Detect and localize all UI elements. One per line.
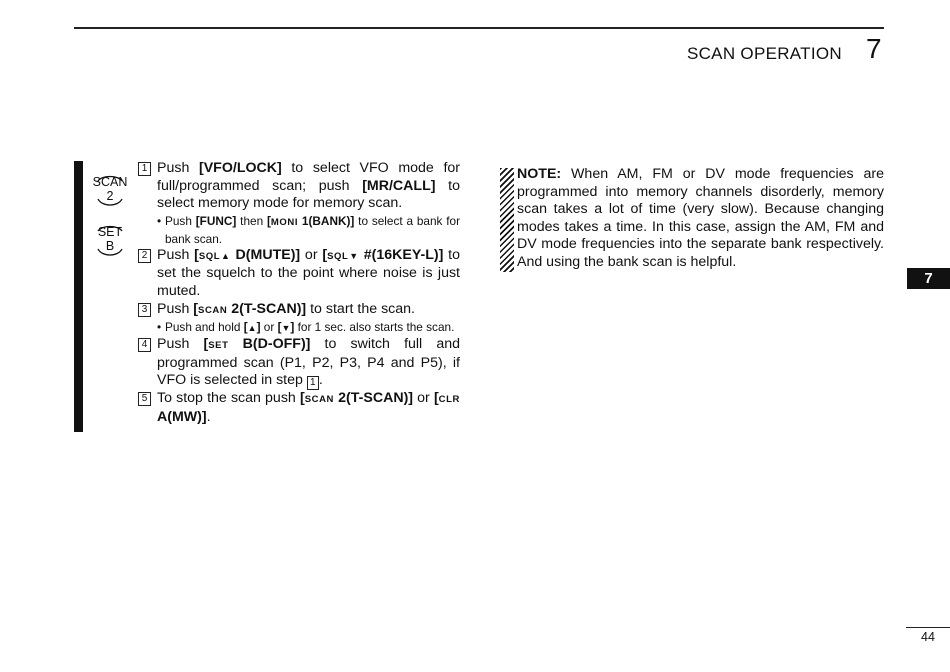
- step-text: .: [206, 408, 211, 425]
- footer-rule: [906, 627, 950, 628]
- key-ref: [193, 301, 306, 317]
- key-smallcaps: SQL: [327, 250, 349, 262]
- bullet-dot: •: [157, 320, 162, 335]
- key-ref: [FUNC]: [195, 213, 237, 228]
- step-3: [138, 301, 460, 320]
- key-name: A(MW)]: [157, 408, 207, 425]
- bracket: [: [299, 390, 305, 407]
- key-smallcaps: SET: [208, 340, 229, 352]
- chapter-number: 7: [866, 33, 882, 64]
- bracket: ]: [256, 320, 261, 335]
- bracket: [: [194, 246, 199, 263]
- bracket: ]: [290, 320, 295, 335]
- scan-steps: [138, 160, 460, 427]
- section-title: SCAN OPERATION: [686, 44, 842, 63]
- step-4: [138, 336, 460, 390]
- step-text: .: [318, 372, 323, 389]
- set-key-label: SET: [97, 225, 123, 239]
- bracket: [: [322, 246, 328, 263]
- step-text: to start the scan.: [306, 300, 415, 317]
- scan-key-sub: 2: [106, 189, 114, 203]
- bracket: [: [193, 300, 199, 317]
- bullet-dot: •: [157, 213, 162, 228]
- key-ref: [244, 320, 261, 334]
- scan-key: [90, 175, 130, 203]
- step-text: Push: [157, 300, 194, 317]
- note-text: When AM, FM or DV mode frequencies are programmed into memory channels disorderly, memory scan takes a lot of time (very slow). Because changing modes takes a time. In this case, assign the AM, FM and DV mode frequencies into the separate bank respectively. And using the bank scan is helpful.: [517, 166, 884, 270]
- key-smallcaps: SCAN: [198, 304, 228, 316]
- step-text: to select memory mode for memory scan.: [157, 177, 460, 212]
- step-text: Push: [157, 246, 195, 263]
- step-1-bullet: [138, 213, 460, 247]
- bullet-text: for 1 sec. also starts the scan.: [294, 320, 455, 335]
- step-number: 4: [138, 338, 151, 352]
- step-number: 3: [138, 303, 151, 317]
- key-name: #(16KEY-L)]: [358, 246, 444, 263]
- key-name: 2(T-SCAN)]: [334, 390, 414, 407]
- key-name: D(MUTE)]: [230, 246, 301, 263]
- note-block: [517, 166, 884, 272]
- bracket: [: [243, 320, 248, 335]
- up-triangle-icon: ▲: [247, 323, 257, 334]
- step-reference: 1: [307, 376, 319, 390]
- step-2: [138, 247, 460, 301]
- key-name: 1(BANK)]: [298, 213, 355, 228]
- step-number: 1: [138, 162, 151, 176]
- step-text: to switch full and programmed scan (P1, P2, P3, P4 and P5), if VFO is selected in step: [157, 336, 461, 389]
- key-name: 2(T-SCAN)]: [227, 300, 307, 317]
- key-smallcaps: MONI: [270, 216, 299, 228]
- step-5: [138, 390, 460, 426]
- up-triangle-icon: ▲: [220, 250, 231, 261]
- instruction-side-bar: [74, 161, 83, 432]
- key-name: B(D-OFF)]: [228, 336, 311, 353]
- bullet-text: Push and hold: [165, 320, 244, 335]
- key-ref: [VFO/LOCK]: [198, 160, 282, 176]
- bracket: [: [203, 336, 209, 353]
- bullet-text: or: [260, 320, 278, 335]
- set-key-sub: B: [105, 239, 115, 253]
- bracket: [: [266, 213, 271, 228]
- key-ref: [203, 336, 310, 352]
- key-smallcaps: SCAN: [304, 394, 335, 406]
- step-text: Push: [157, 336, 204, 353]
- chapter-side-tab: 7: [907, 268, 950, 289]
- key-ref: [194, 247, 300, 263]
- step-number: 2: [138, 249, 151, 263]
- bracket: [: [277, 320, 282, 335]
- step-text: or: [300, 246, 323, 263]
- bullet-text: then: [236, 213, 267, 228]
- page-number: 44: [921, 630, 935, 644]
- step-text: or: [413, 390, 434, 407]
- header-rule: [74, 27, 884, 29]
- key-smallcaps: SQL: [198, 250, 221, 262]
- down-triangle-icon: ▼: [281, 323, 291, 334]
- note-hatch-icon: [500, 168, 514, 272]
- down-triangle-icon: ▼: [348, 250, 359, 261]
- bracket: [: [433, 390, 439, 407]
- note-label: NOTE:: [517, 166, 562, 182]
- bullet-text: Push: [165, 213, 196, 228]
- key-ref: [267, 214, 354, 228]
- step-1: [138, 160, 460, 213]
- step-text: to set the squelch to the point where noise is just muted.: [157, 246, 460, 299]
- step-number: 5: [138, 392, 151, 406]
- set-key: [90, 225, 130, 253]
- step-text: Push: [157, 160, 199, 176]
- key-ref: [MR/CALL]: [362, 177, 436, 194]
- step-text: to select VFO mode for full/programmed scan; push: [157, 160, 460, 194]
- key-ref: [300, 390, 413, 406]
- key-smallcaps: CLR: [438, 394, 460, 406]
- bullet-text: to select a bank for bank scan.: [165, 213, 461, 246]
- step-3-bullet: [138, 319, 460, 336]
- scan-key-label: SCAN: [92, 175, 128, 189]
- step-text: To stop the scan push: [157, 390, 300, 407]
- key-ref: [278, 320, 295, 334]
- key-ref: [322, 247, 443, 263]
